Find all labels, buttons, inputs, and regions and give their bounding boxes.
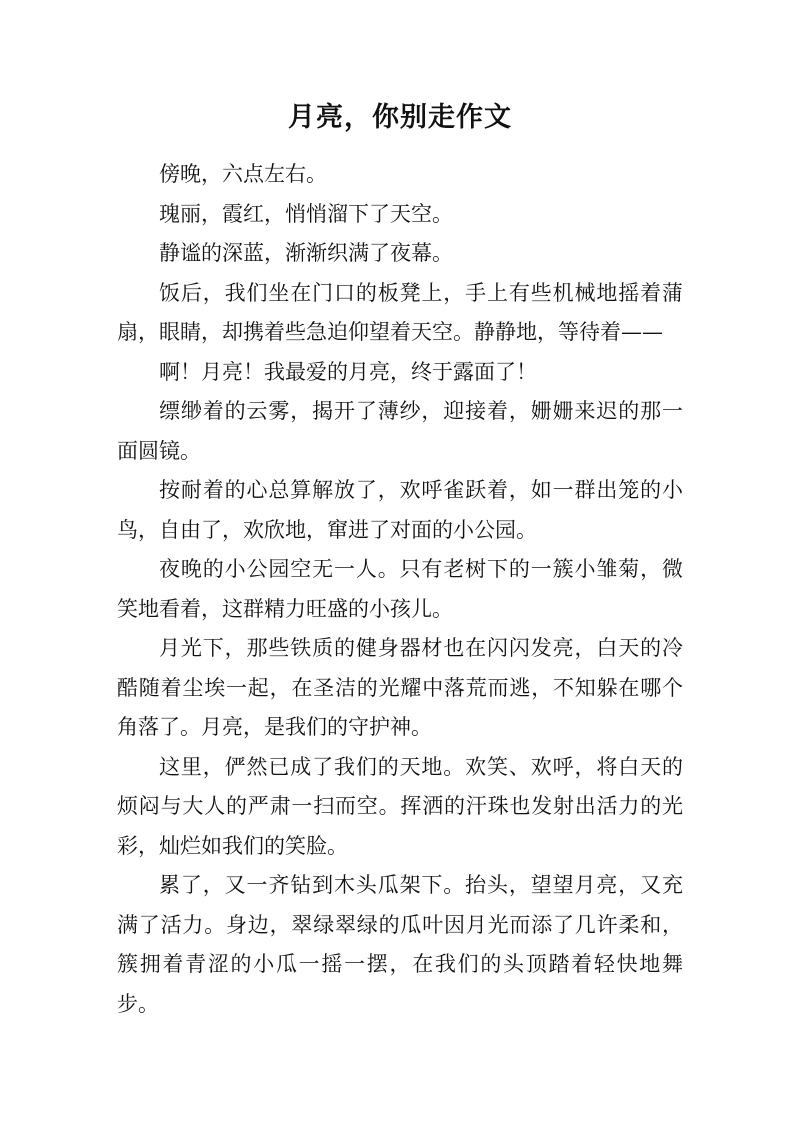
paragraph: 静谧的深蓝，渐渐织满了夜幕。 xyxy=(159,241,453,265)
paragraph: 啊！月亮！我最爱的月亮，终于露面了！ xyxy=(159,359,537,384)
paragraph: 瑰丽，霞红，悄悄溜下了天空。 xyxy=(159,201,453,226)
paragraph: 夜晚的小公园空无一人。只有老树下的一簇小雏菊，微笑地看着，这群精力旺盛的小孩儿。 xyxy=(117,557,683,621)
paragraph: 累了，又一齐钻到木头瓜架下。抬头，望望月亮，又充满了活力。身边，翠绿翠绿的瓜叶因月光而添了几许柔和，簇拥着青涩的小瓜一摇一摆，在我们的头顶踏着轻快地舞步。 xyxy=(117,873,683,1016)
paragraph: 饭后，我们坐在门口的板凳上，手上有些机械地摇着蒲扇，眼睛，却携着些急迫仰望着天空。静静地，等待着—— xyxy=(117,280,683,344)
paragraph: 傍晚，六点左右。 xyxy=(159,162,327,186)
paragraph: 按耐着的心总算解放了，欢呼雀跃着，如一群出笼的小鸟，自由了，欢欣地，窜进了对面的小公园。 xyxy=(117,478,683,542)
article-body xyxy=(117,155,683,1024)
paragraph: 缥缈着的云雾，揭开了薄纱，迎接着，姗姗来迟的那一面圆镜。 xyxy=(117,399,683,463)
document-title: 月亮，你别走作文 xyxy=(288,102,512,133)
paragraph: 这里，俨然已成了我们的天地。欢笑、欢呼，将白天的烦闷与大人的严肃一扫而空。挥洒的汗珠也发射出活力的光彩，灿烂如我们的笑脸。 xyxy=(117,754,683,858)
paragraph: 月光下，那些铁质的健身器材也在闪闪发亮，白天的冷酷随着尘埃一起，在圣洁的光耀中落荒而逃，不知躲在哪个角落了。月亮，是我们的守护神。 xyxy=(117,636,683,739)
